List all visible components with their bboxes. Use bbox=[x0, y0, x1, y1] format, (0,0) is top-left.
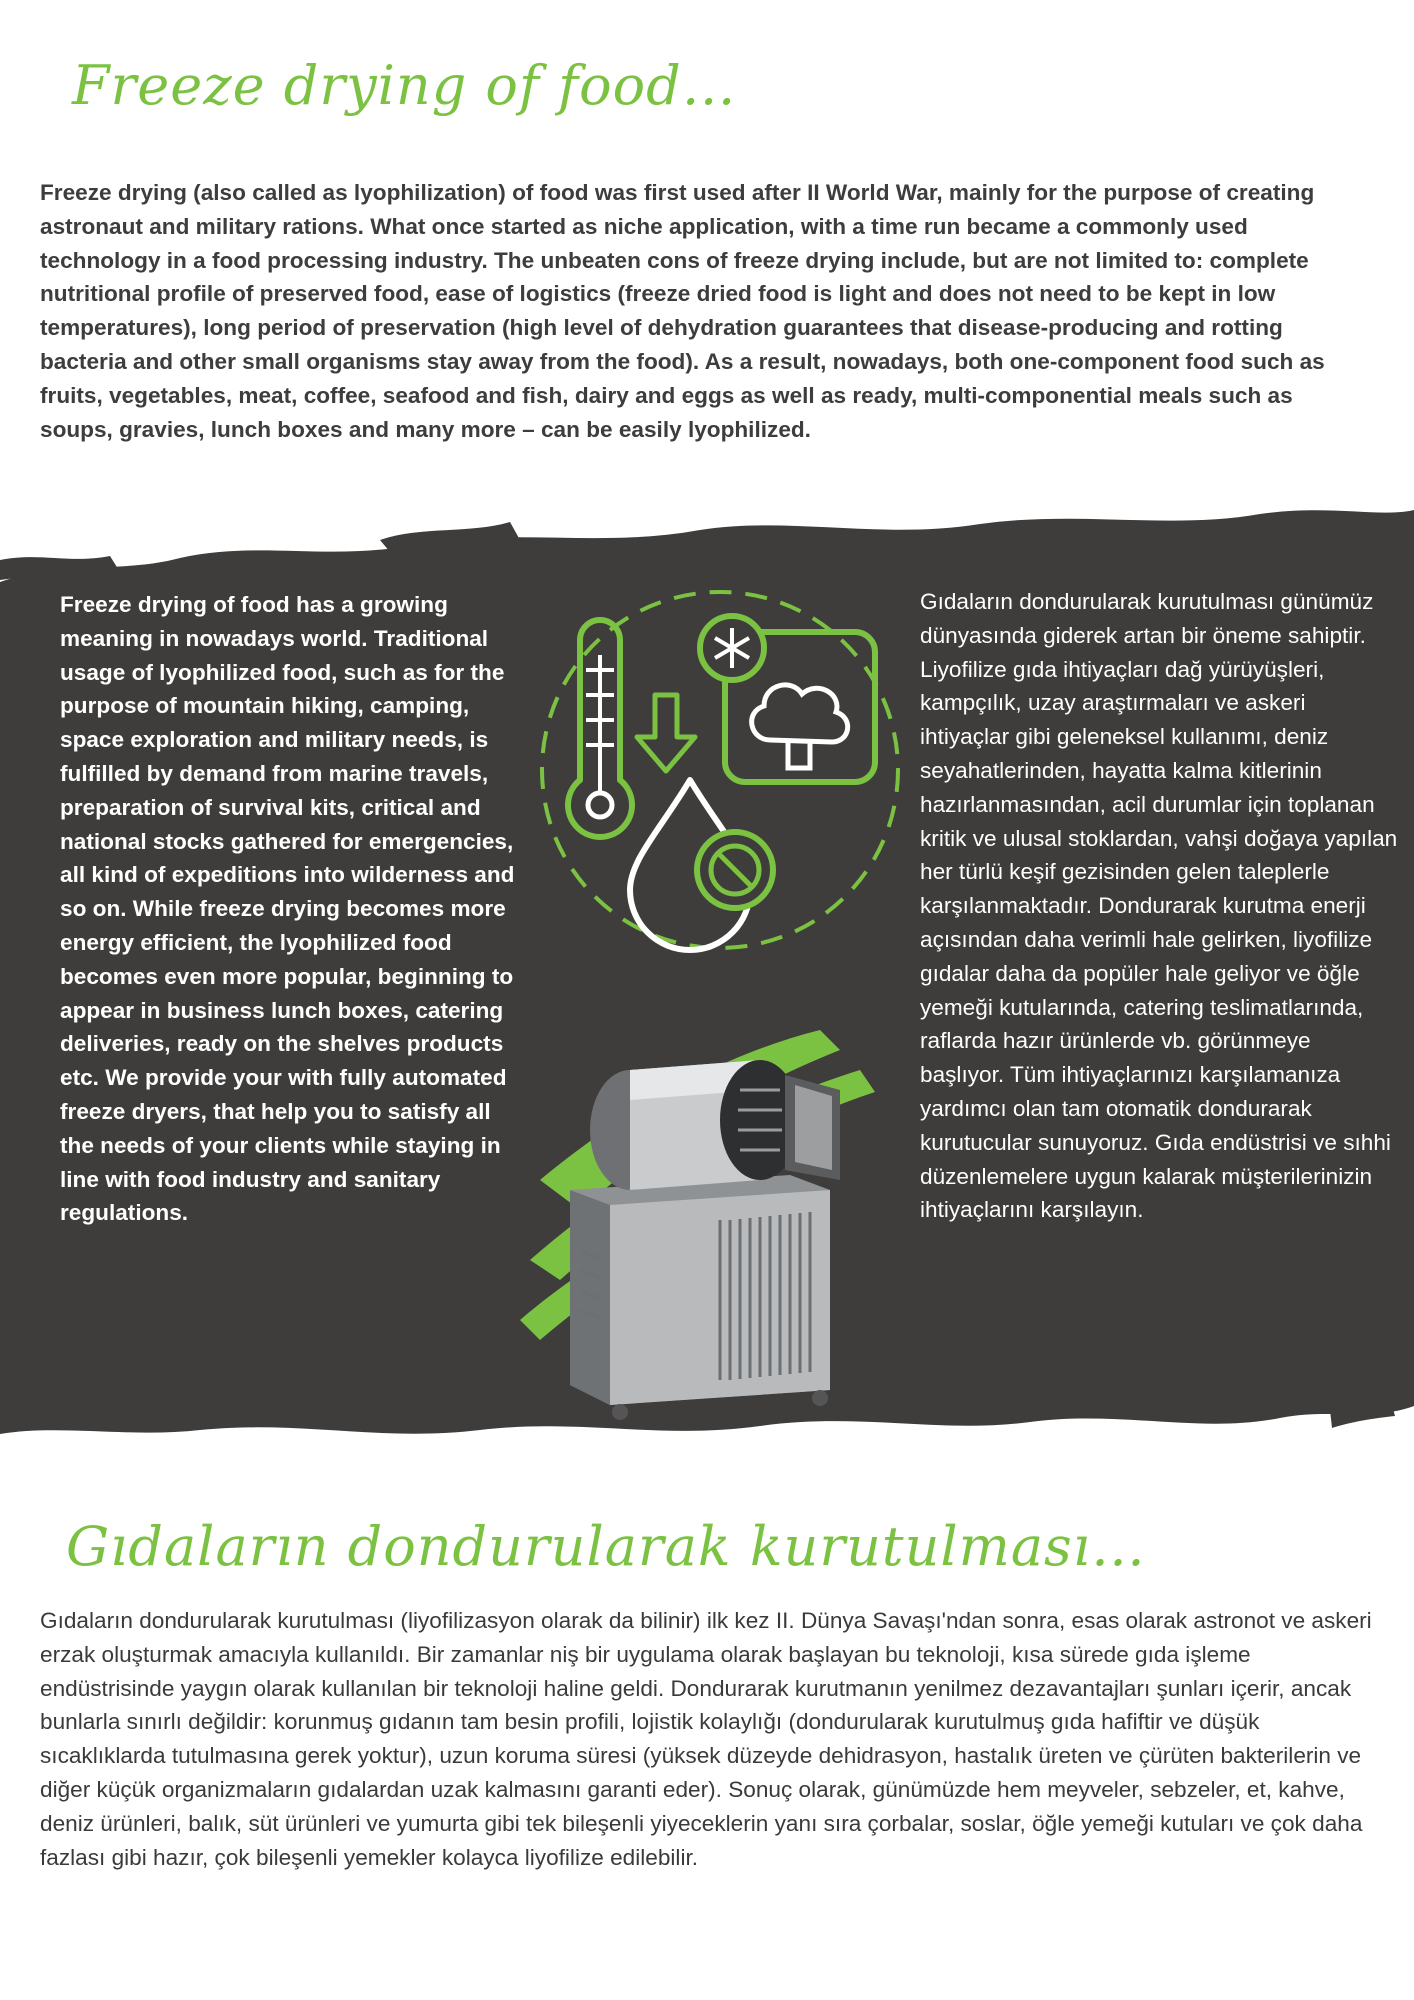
band-left-english-text: Freeze drying of food has a growing meaning in nowadays world. Traditional usage of lyophilized food, such as for the purpose of mountain hiking, camping, space exploration and military needs, is fulfilled by demand from marine travels, preparation of survival kits, critical and national stocks gathered for emergencies, all kind of expeditions into wilderness and so on. While freeze drying becomes more energy efficient, the lyophilized food becomes even more popular, beginning to appear in business lunch boxes, catering deliveries, ready on the shelves products etc. We provide your with fully automated freeze dryers, that help you to satisfy all the needs of your clients while staying in line with food industry and sanitary regulations. bbox=[60, 592, 515, 1226]
freeze-dryer-machine-image bbox=[520, 1020, 920, 1430]
body-turkish-paragraph: Gıdaların dondurularak kurutulması (liyofilizasyon olarak da bilinir) ilk kez II. Dünya Savaşı'ndan sonra, esas olarak astronot ve askeri erzak oluşturmak amacıyla kullanıldı. Bir zamanlar niş bir uygulama olarak başlayan bu teknoloji, kısa sürede gıda işleme endüstrisinde yaygın olarak kullanılan bir teknoloji haline geldi. Dondurarak kurutmanın yenilmez dezavantajları şunları içerir, ancak bunlarla sınırlı değildir: korunmuş gıdanın tam besin profili, lojistik kolaylığı (dondurularak kurutulmuş gıda hafiftir ve düşük sıcaklıklarda tutulmasına gerek yoktur), uzun koruma süresi (yüksek düzeyde dehidrasyon, hastalık üreten ve çürüten bakterilerin ve diğer küçük organizmaların gıdalardan uzak kalmasını garanti eder). Sonuç olarak, günümüzde hem meyveler, sebzeler, et, kahve, deniz ürünleri, balık, süt ürünleri ve yumurta gibi tek bileşenli yiyeceklerin yanı sıra çorbalar, soslar, öğle yemeği kutuları ve çok daha fazlası gibi hazır, çok bileşenli yemekler kolayca liyofilize edilebilir. bbox=[40, 1608, 1372, 1870]
title-turkish: Gıdaların dondurularak kurutulması… bbox=[66, 1515, 1147, 1578]
title-english: Freeze drying of food… bbox=[72, 54, 737, 117]
snowflake-icon bbox=[700, 616, 764, 680]
band-right-turkish-text: Gıdaların dondurularak kurutulması günümüz dünyasında giderek artan bir öneme sahiptir. Liyofilize gıda ihtiyaçları dağ yürüyüşleri, kampçılık, uzay araştırmaları ve askeri ihtiyaçlar gibi geleneksel kullanımı, deniz seyahatlerinden, hayatta kalma kitlerinin hazırlanmasından, acil durumlar için toplanan kritik ve ulusal stoklardan, vahşi doğaya yapılan her türlü keşif gezisinden gelen taleplerle karşılanmaktadır. Dondurarak kurutma enerji açısından daha verimli hale gelirken, liyofilize gıdalar daha da popüler hale geliyor ve öğle yemeği kutularında, catering teslimatlarında, raflarda hazır ürünlerde vb. görünmeye başlıyor. Tüm ihtiyaçlarınızı karşılamanıza yardımcı olan tam otomatik dondurarak kurutucular sunuyoruz. Gıda endüstrisi ve sıhhi düzenlemelere uygun kalarak müşterilerinizin ihtiyaçlarını karşılayın. bbox=[920, 589, 1398, 1223]
thermometer-icon bbox=[568, 620, 632, 837]
freeze-drying-icon-group bbox=[520, 580, 920, 960]
intro-english-paragraph: Freeze drying (also called as lyophilization) of food was first used after II World War, mainly for the purpose of creating astronaut and military rations. What once started as niche application, with a time run became a commonly used technology in a food processing industry. The unbeaten cons of freeze drying include, but are not limited to: complete nutritional profile of preserved food, ease of logistics (freeze dried food is light and does not need to be kept in low temperatures), long period of preservation (high level of dehydration guarantees that disease-producing and rotting bacteria and other small organisms stay away from the food). As a result, nowadays, both one-component food such as fruits, vegetables, meat, coffee, seafood and fish, dairy and eggs as well as ready, multi-componential meals such as soups, gravies, lunch boxes and many more – can be easily lyophilized. bbox=[40, 180, 1325, 442]
prohibited-icon bbox=[697, 832, 773, 908]
arrow-down-icon bbox=[637, 695, 695, 771]
